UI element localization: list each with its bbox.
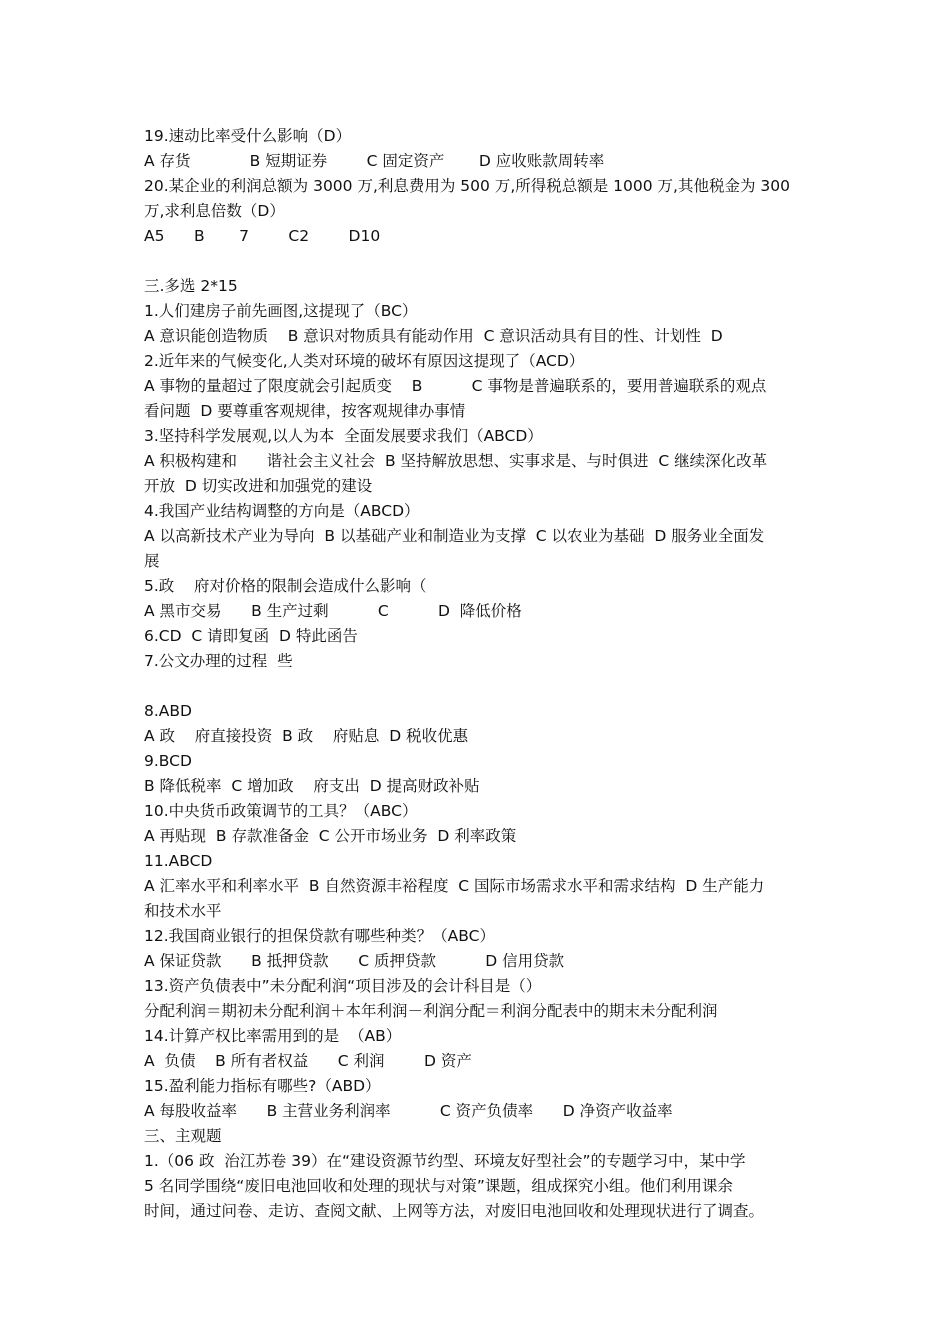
mc-question-2-options-continued: 看问题 D 要尊重客观规律，按客观规律办事情 [144,402,466,420]
mc-question-9: 9.BCD [144,752,192,770]
mc-question-15-options: A 每股收益率 B 主营业务利润率 C 资产负债率 D 净资产收益率 [144,1102,673,1120]
question-20: 20.某企业的利润总额为 3000 万,利息费用为 500 万,所得税总额是 1000 万,其他税金为 300 [144,177,790,195]
question-20-continued: 万,求利息倍数（D） [144,202,285,220]
mc-question-4-options-continued: 展 [144,552,160,570]
mc-question-15: 15.盈利能力指标有哪些?（ABD） [144,1077,381,1095]
document-page [144,124,814,1224]
mc-question-5: 5.政 府对价格的限制会造成什么影响（ [144,577,427,595]
mc-question-1: 1.人们建房子前先画图,这提现了（BC） [144,302,418,320]
mc-question-4: 4.我国产业结构调整的方向是（ABCD） [144,502,420,520]
mc-question-11-options-continued: 和技术水平 [144,902,222,920]
subjective-question-1-continued: 时间，通过问卷、走访、查阅文献、上网等方法，对废旧电池回收和处理现状进行了调查。 [144,1202,765,1220]
mc-question-3-options: A 积极构建和 谐社会主义社会 B 坚持解放思想、实事求是、与时俱进 C 继续深化改革 [144,452,768,470]
mc-question-7: 7.公文办理的过程 些 [144,652,293,670]
mc-question-4-options: A 以高新技术产业为导向 B 以基础产业和制造业为支撑 C 以农业为基础 D 服务业全面发 [144,527,765,545]
mc-question-8-options: A 政 府直接投资 B 政 府贴息 D 税收优惠 [144,727,469,745]
mc-question-10-options: A 再贴现 B 存款准备金 C 公开市场业务 D 利率政策 [144,827,517,845]
question-19-options: A 存货 B 短期证券 C 固定资产 D 应收账款周转率 [144,152,605,170]
blank-line [144,674,814,699]
question-19: 19.速动比率受什么影响（D） [144,127,352,145]
mc-question-8: 8.ABD [144,702,192,720]
mc-question-1-options: A 意识能创造物质 B 意识对物质具有能动作用 C 意识活动具有目的性、计划性 D [144,327,723,345]
mc-question-6: 6.CD C 请即复函 D 特此函告 [144,627,358,645]
subjective-question-1-continued: 5 名同学围绕“废旧电池回收和处理的现状与对策”课题，组成探究小组。他们利用课余 [144,1177,733,1195]
subjective-question-1: 1.（06 政 治江苏卷 39）在“建设资源节约型、环境友好型社会”的专题学习中，某中学 [144,1152,746,1170]
mc-question-13-answer: 分配利润＝期初未分配利润＋本年利润－利润分配＝利润分配表中的期末未分配利润 [144,1002,718,1020]
mc-question-2: 2.近年来的气候变化,人类对环境的破坏有原因这提现了（ACD） [144,352,585,370]
section-subjective-heading: 三、主观题 [144,1127,222,1145]
mc-question-9-options: B 降低税率 C 增加政 府支出 D 提高财政补贴 [144,777,480,795]
mc-question-14-options: A 负债 B 所有者权益 C 利润 D 资产 [144,1052,472,1070]
mc-question-12: 12.我国商业银行的担保贷款有哪些种类？（ABC） [144,927,495,945]
mc-question-14: 14.计算产权比率需用到的是 （AB） [144,1027,402,1045]
mc-question-11-options: A 汇率水平和利率水平 B 自然资源丰裕程度 C 国际市场需求水平和需求结构 D 生产能力 [144,877,765,895]
question-20-options: A5 B 7 C2 D10 [144,227,381,245]
mc-question-11: 11.ABCD [144,852,213,870]
mc-question-3: 3.坚持科学发展观,以人为本 全面发展要求我们（ABCD） [144,427,543,445]
mc-question-13: 13.资产负债表中”未分配利润“项目涉及的会计科目是（） [144,977,542,995]
mc-question-5-options: A 黑市交易 B 生产过剩 C D 降低价格 [144,602,522,620]
section-multiple-choice-heading: 三.多选 2*15 [144,277,238,295]
mc-question-3-options-continued: 开放 D 切实改进和加强党的建设 [144,477,373,495]
blank-line [144,249,814,274]
mc-question-10: 10.中央货币政策调节的工具？（ABC） [144,802,418,820]
mc-question-2-options: A 事物的量超过了限度就会引起质变 B C 事物是普遍联系的，要用普遍联系的观点 [144,377,767,395]
mc-question-12-options: A 保证贷款 B 抵押贷款 C 质押贷款 D 信用贷款 [144,952,565,970]
